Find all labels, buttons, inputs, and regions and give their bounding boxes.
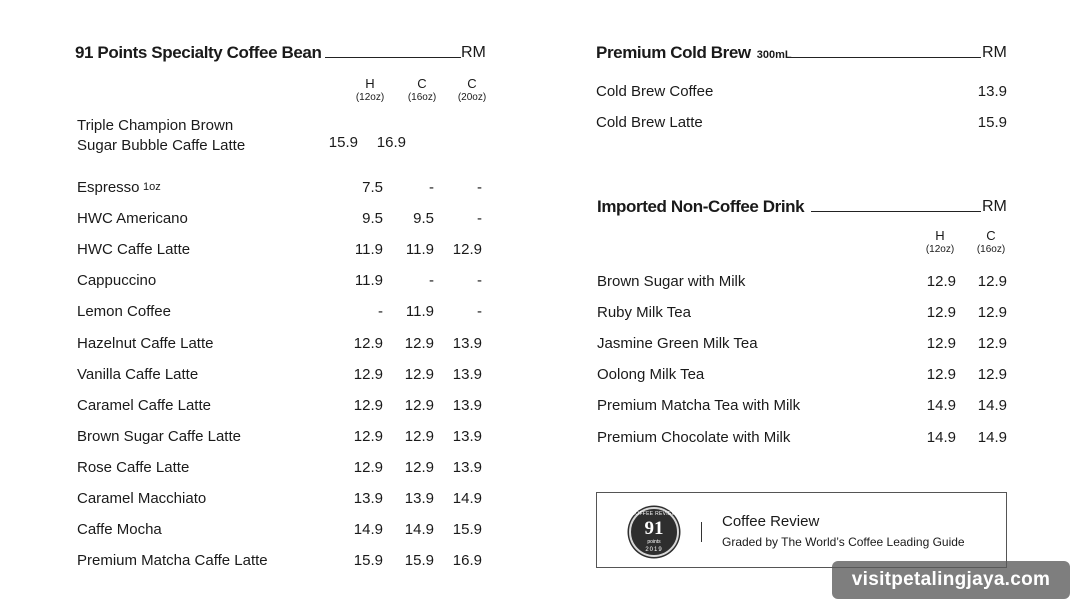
currency-label: RM (461, 44, 486, 61)
non-coffee-section-title: Imported Non-Coffee Drink (597, 197, 805, 216)
item-price: 14.9 (404, 521, 434, 539)
item-price: 15.9 (404, 552, 434, 570)
item-price: 11.9 (405, 241, 434, 259)
item-name: Rose Caffe Latte (77, 458, 190, 476)
item-price: - (477, 179, 482, 196)
coffee-review-box (596, 492, 1007, 568)
item-price: 14.9 (977, 428, 1007, 446)
watermark: visitpetalingjaya.com (832, 561, 1070, 599)
non-coffee-item (597, 304, 1007, 328)
review-subtitle: Graded by The World’s Coffee Leading Guide (722, 535, 965, 549)
review-title: Coffee Review (722, 513, 820, 530)
item-price: 16.9 (452, 552, 482, 570)
item-name: Jasmine Green Milk Tea (597, 335, 758, 353)
item-price: 13.9 (452, 334, 482, 352)
item-price: 13.9 (452, 427, 482, 445)
menu-item (77, 179, 487, 203)
item-price: 12.9 (353, 396, 383, 414)
non-coffee-item (597, 429, 1007, 453)
item-price: 12.9 (926, 304, 956, 322)
menu-item (77, 366, 487, 390)
item-price-c20: 16.9 (376, 134, 406, 151)
item-name: Cold Brew Coffee (596, 83, 714, 100)
title-divider-line (811, 211, 981, 212)
item-price: 13.9 (977, 83, 1007, 100)
item-name: Caramel Caffe Latte (77, 396, 211, 414)
item-price: 12.9 (926, 335, 956, 353)
item-price: 14.9 (926, 397, 956, 415)
item-name: Oolong Milk Tea (597, 366, 705, 384)
item-price: 12.9 (926, 366, 956, 384)
coffee-review-badge-icon: COFFEE REVIEW 91 points 2019 (629, 507, 679, 557)
item-price: 12.9 (353, 334, 383, 352)
menu-item (77, 241, 487, 265)
item-price: 15.9 (977, 114, 1007, 131)
item-price: 11.9 (405, 303, 434, 321)
item-name: Ruby Milk Tea (597, 304, 691, 322)
item-price: 15.9 (353, 552, 383, 570)
item-price: 13.9 (404, 490, 434, 507)
item-price: - (429, 272, 434, 290)
item-price: 14.9 (452, 490, 482, 507)
non-coffee-item (597, 397, 1007, 421)
item-price: 12.9 (353, 365, 383, 383)
column-header-cold-16oz: C (16oz) (407, 76, 437, 103)
item-price: 13.9 (452, 458, 482, 476)
item-price: 12.9 (353, 458, 383, 476)
menu-item (77, 552, 487, 576)
vertical-divider (701, 522, 702, 542)
title-divider-line (789, 57, 981, 58)
item-price: 12.9 (926, 273, 956, 290)
item-size-note: 1oz (143, 181, 161, 193)
title-divider-line (325, 57, 461, 58)
column-header-hot-12oz: H (12oz) (925, 228, 955, 255)
menu-item (77, 397, 487, 421)
menu-item (77, 521, 487, 545)
item-price: 11.9 (354, 241, 383, 259)
item-price: 12.9 (404, 396, 434, 414)
item-name: HWC Caffe Latte (77, 241, 191, 259)
item-price: 13.9 (353, 490, 383, 507)
item-price: 12.9 (977, 366, 1007, 384)
item-name: Premium Chocolate with Milk (597, 428, 791, 446)
item-name: Brown Sugar Caffe Latte (77, 427, 241, 445)
item-name: Espresso (77, 179, 140, 196)
menu-item (77, 428, 487, 452)
item-price: 12.9 (404, 427, 434, 445)
menu-item (77, 490, 487, 514)
item-price: - (477, 303, 482, 321)
column-header-cold-16oz: C (16oz) (976, 228, 1006, 255)
item-name: Brown Sugar with Milk (597, 273, 746, 290)
item-name: Triple Champion Brown Sugar Bubble Caffe Latte (77, 117, 246, 154)
item-price: 12.9 (353, 427, 383, 445)
item-price: 11.9 (354, 272, 383, 290)
item-price: 12.9 (404, 365, 434, 383)
menu-item (77, 272, 487, 296)
item-name: Cold Brew Latte (596, 114, 703, 131)
item-price: 13.9 (452, 365, 482, 383)
currency-label: RM (982, 44, 1007, 61)
column-header-cold-20oz: C (20oz) (457, 76, 487, 103)
item-name: HWC Americano (77, 210, 188, 228)
item-name: Caramel Macchiato (77, 490, 207, 507)
cold-brew-item (596, 83, 1007, 107)
item-price: 12.9 (977, 335, 1007, 353)
item-price: 14.9 (353, 521, 383, 539)
item-price: 9.5 (362, 210, 383, 228)
item-price: 14.9 (926, 428, 956, 446)
item-price: 12.9 (977, 273, 1007, 290)
item-price: - (477, 272, 482, 290)
menu-item (77, 335, 487, 359)
cold-brew-section-title: Premium Cold Brew 300mL (596, 43, 792, 62)
item-name: Premium Matcha Tea with Milk (597, 397, 801, 415)
cold-brew-item (596, 114, 1007, 138)
menu-item (77, 459, 487, 483)
item-price: 12.9 (977, 304, 1007, 322)
item-price: - (378, 303, 383, 321)
item-price: 12.9 (404, 334, 434, 352)
menu-item (77, 210, 487, 234)
item-price: - (429, 179, 434, 196)
item-price: - (477, 210, 482, 228)
menu-item (77, 303, 487, 327)
item-name: Cappuccino (77, 272, 157, 290)
item-price-c16: 15.9 (328, 134, 358, 151)
item-price: 13.9 (452, 396, 482, 414)
column-header-hot-12oz: H (12oz) (355, 76, 385, 103)
non-coffee-item (597, 366, 1007, 390)
non-coffee-item (597, 335, 1007, 359)
menu-item-featured (77, 116, 487, 158)
coffee-bean-section-title: 91 Points Specialty Coffee Bean (75, 43, 322, 62)
item-price: 12.9 (452, 241, 482, 259)
item-name: Caffe Mocha (77, 521, 162, 539)
currency-label: RM (982, 198, 1007, 215)
item-price: 14.9 (977, 397, 1007, 415)
item-price: 7.5 (362, 179, 383, 196)
item-name: Lemon Coffee (77, 303, 171, 321)
item-price: 9.5 (413, 210, 434, 228)
item-price: 15.9 (452, 521, 482, 539)
non-coffee-item (597, 273, 1007, 297)
item-name: Premium Matcha Caffe Latte (77, 552, 268, 570)
item-name: Hazelnut Caffe Latte (77, 334, 214, 352)
item-name: Vanilla Caffe Latte (77, 365, 199, 383)
item-price: 12.9 (404, 458, 434, 476)
